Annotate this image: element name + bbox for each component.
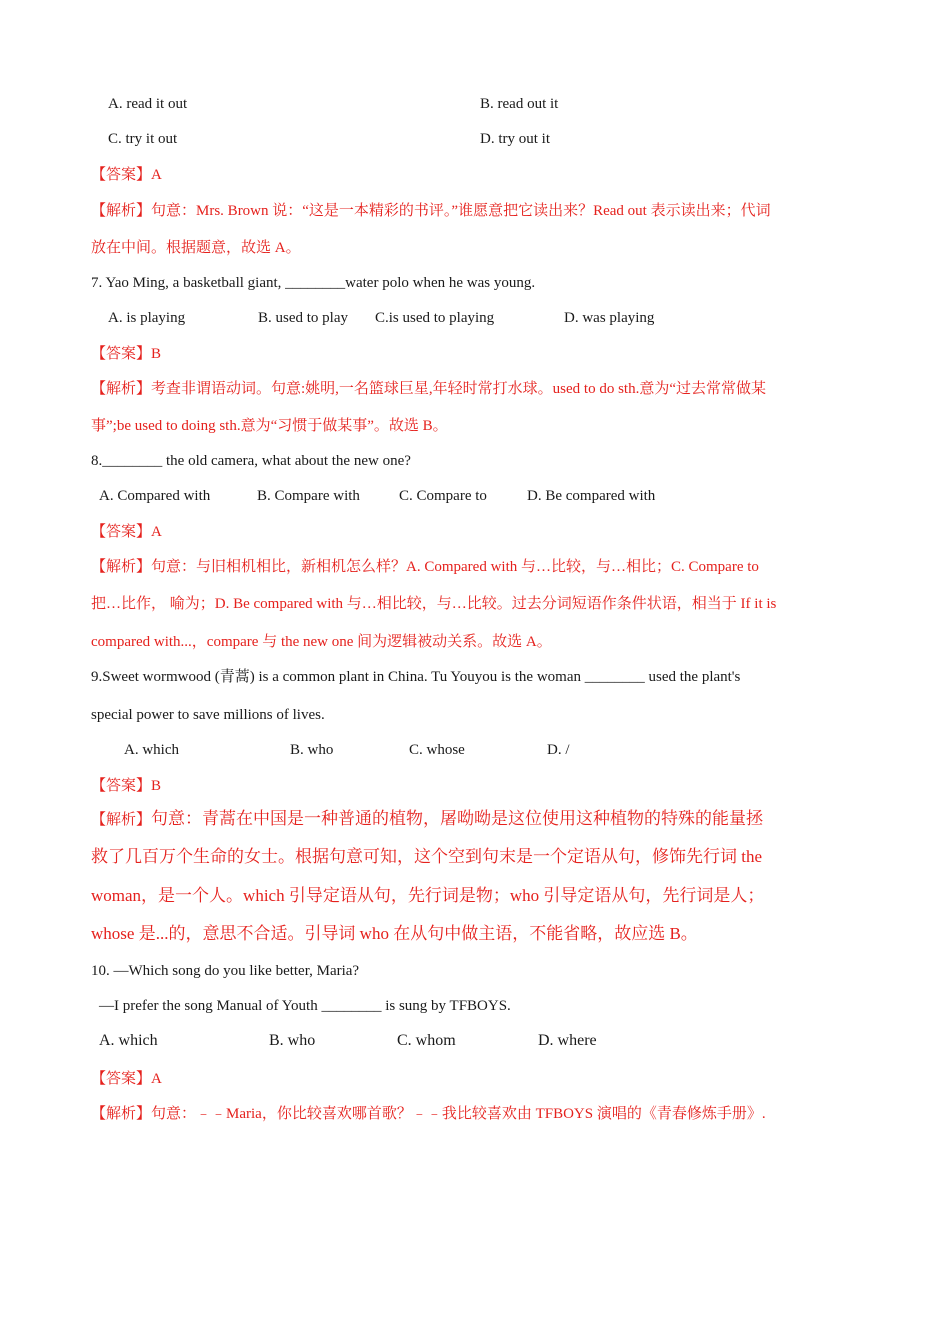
q10-analysis-line-1 — [91, 1103, 766, 1124]
q9-analysis-line-1 — [91, 808, 763, 830]
q10-answer — [91, 1068, 162, 1089]
q8-option-a: A. Compared with — [99, 488, 211, 504]
q7-option-c: C.is used to playing — [375, 310, 495, 326]
q7-analysis-line-1 — [91, 378, 766, 399]
q9-answer — [91, 775, 161, 796]
q7-analysis-text-1: 考查非谓语动词。句意:姚明,一名篮球巨星,年轻时常打水球。used to do sth.意为“过去常常做某 — [151, 381, 767, 397]
q6-analysis-line-1 — [91, 200, 771, 221]
q6-answer-tag: 【答案】 — [91, 165, 152, 183]
q10-analysis-tag: 【解析】 — [91, 1104, 152, 1122]
q7-answer-tag: 【答案】 — [91, 344, 152, 362]
q7-analysis-tag: 【解析】 — [91, 379, 152, 397]
q7-analysis-line-2: 事”;be used to doing sth.意为“习惯于做某事”。故选 B。 — [91, 418, 448, 434]
q8-answer — [91, 521, 162, 542]
q10-option-a: A. which — [99, 1032, 158, 1049]
q8-analysis-line-3: compared with...，compare 与 the new one 间为逻辑被动关系。故选 A。 — [91, 634, 552, 650]
q7-option-b: B. used to play — [258, 310, 348, 326]
q9-option-a: A. which — [124, 742, 179, 758]
q8-option-c: C. Compare to — [399, 488, 487, 504]
q9-stem-line-2: special power to save millions of lives. — [91, 707, 325, 723]
q10-stem-line-1: 10. —Which song do you like better, Maria? — [91, 963, 360, 979]
q10-answer-value: A — [151, 1071, 162, 1087]
q7-answer — [91, 343, 161, 364]
q9-analysis-line-3: woman，是一个人。which 引导定语从句，先行词是物；who 引导定语从句，先行词是人； — [91, 886, 765, 905]
q10-answer-tag: 【答案】 — [91, 1069, 152, 1087]
q9-analysis-text-1: 句意：青蒿在中国是一种普通的植物，屠呦呦是这位使用这种植物的特殊的能量拯 — [151, 809, 764, 828]
q6-answer-value: A — [151, 167, 162, 183]
q6-option-c: C. try it out — [108, 131, 178, 147]
q6-answer — [91, 164, 162, 185]
q10-option-c: C. whom — [397, 1032, 456, 1049]
q6-analysis-text-1: 句意：Mrs. Brown 说：“这是一本精彩的书评。”谁愿意把它读出来？Read out 表示读出来；代词 — [151, 203, 771, 219]
q9-option-b: B. who — [290, 742, 334, 758]
q7-option-a: A. is playing — [108, 310, 186, 326]
q9-answer-tag: 【答案】 — [91, 776, 152, 794]
q10-option-b: B. who — [269, 1032, 316, 1049]
q8-analysis-tag: 【解析】 — [91, 557, 152, 575]
q9-analysis-line-2: 救了几百万个生命的女士。根据句意可知，这个空到句末是一个定语从句，修饰先行词 the — [91, 847, 763, 866]
q8-analysis-text-1: 句意：与旧相机相比，新相机怎么样？A. Compared with 与…比较，与…相比；C. Compare to — [151, 559, 759, 575]
q8-analysis-line-2: 把…比作， 喻为；D. Be compared with 与…相比较，与…比较。过去分词短语作条件状语，相当于 If it is — [91, 596, 777, 612]
q7-option-d: D. was playing — [564, 310, 655, 326]
q10-option-d: D. where — [538, 1032, 597, 1049]
q8-answer-tag: 【答案】 — [91, 522, 152, 540]
q9-answer-value: B — [151, 778, 162, 794]
q9-option-c: C. whose — [409, 742, 465, 758]
q8-option-b: B. Compare with — [257, 488, 360, 504]
q6-option-a: A. read it out — [108, 96, 188, 112]
q9-option-d: D. / — [547, 742, 570, 758]
q10-stem-line-2: —I prefer the song Manual of Youth ________ is sung by TFBOYS. — [99, 998, 511, 1014]
q6-option-d: D. try out it — [480, 131, 550, 147]
q10-analysis-text-1: 句意：﹣﹣Maria，你比较喜欢哪首歌？﹣﹣我比较喜欢由 TFBOYS 演唱的《青春修炼手册》. — [151, 1106, 766, 1122]
q6-analysis-line-2: 放在中间。根据题意，故选 A。 — [91, 240, 301, 256]
q6-analysis-tag: 【解析】 — [91, 201, 152, 219]
q9-stem-line-1: 9.Sweet wormwood (青蒿) is a common plant in China. Tu Youyou is the woman ________ used the plant's — [91, 669, 741, 685]
q7-stem: 7. Yao Ming, a basketball giant, ________water polo when he was young. — [91, 275, 536, 291]
q8-stem: 8.________ the old camera, what about the new one? — [91, 453, 411, 469]
q6-option-b: B. read out it — [480, 96, 559, 112]
q8-option-d: D. Be compared with — [527, 488, 656, 504]
q7-answer-value: B — [151, 346, 162, 362]
q9-analysis-tag: 【解析】 — [91, 810, 152, 828]
q8-analysis-line-1 — [91, 556, 759, 577]
q8-answer-value: A — [151, 524, 162, 540]
q9-analysis-line-4: whose 是...的，意思不合适。引导词 who 在从句中做主语，不能省略，故应选 B。 — [91, 924, 698, 943]
